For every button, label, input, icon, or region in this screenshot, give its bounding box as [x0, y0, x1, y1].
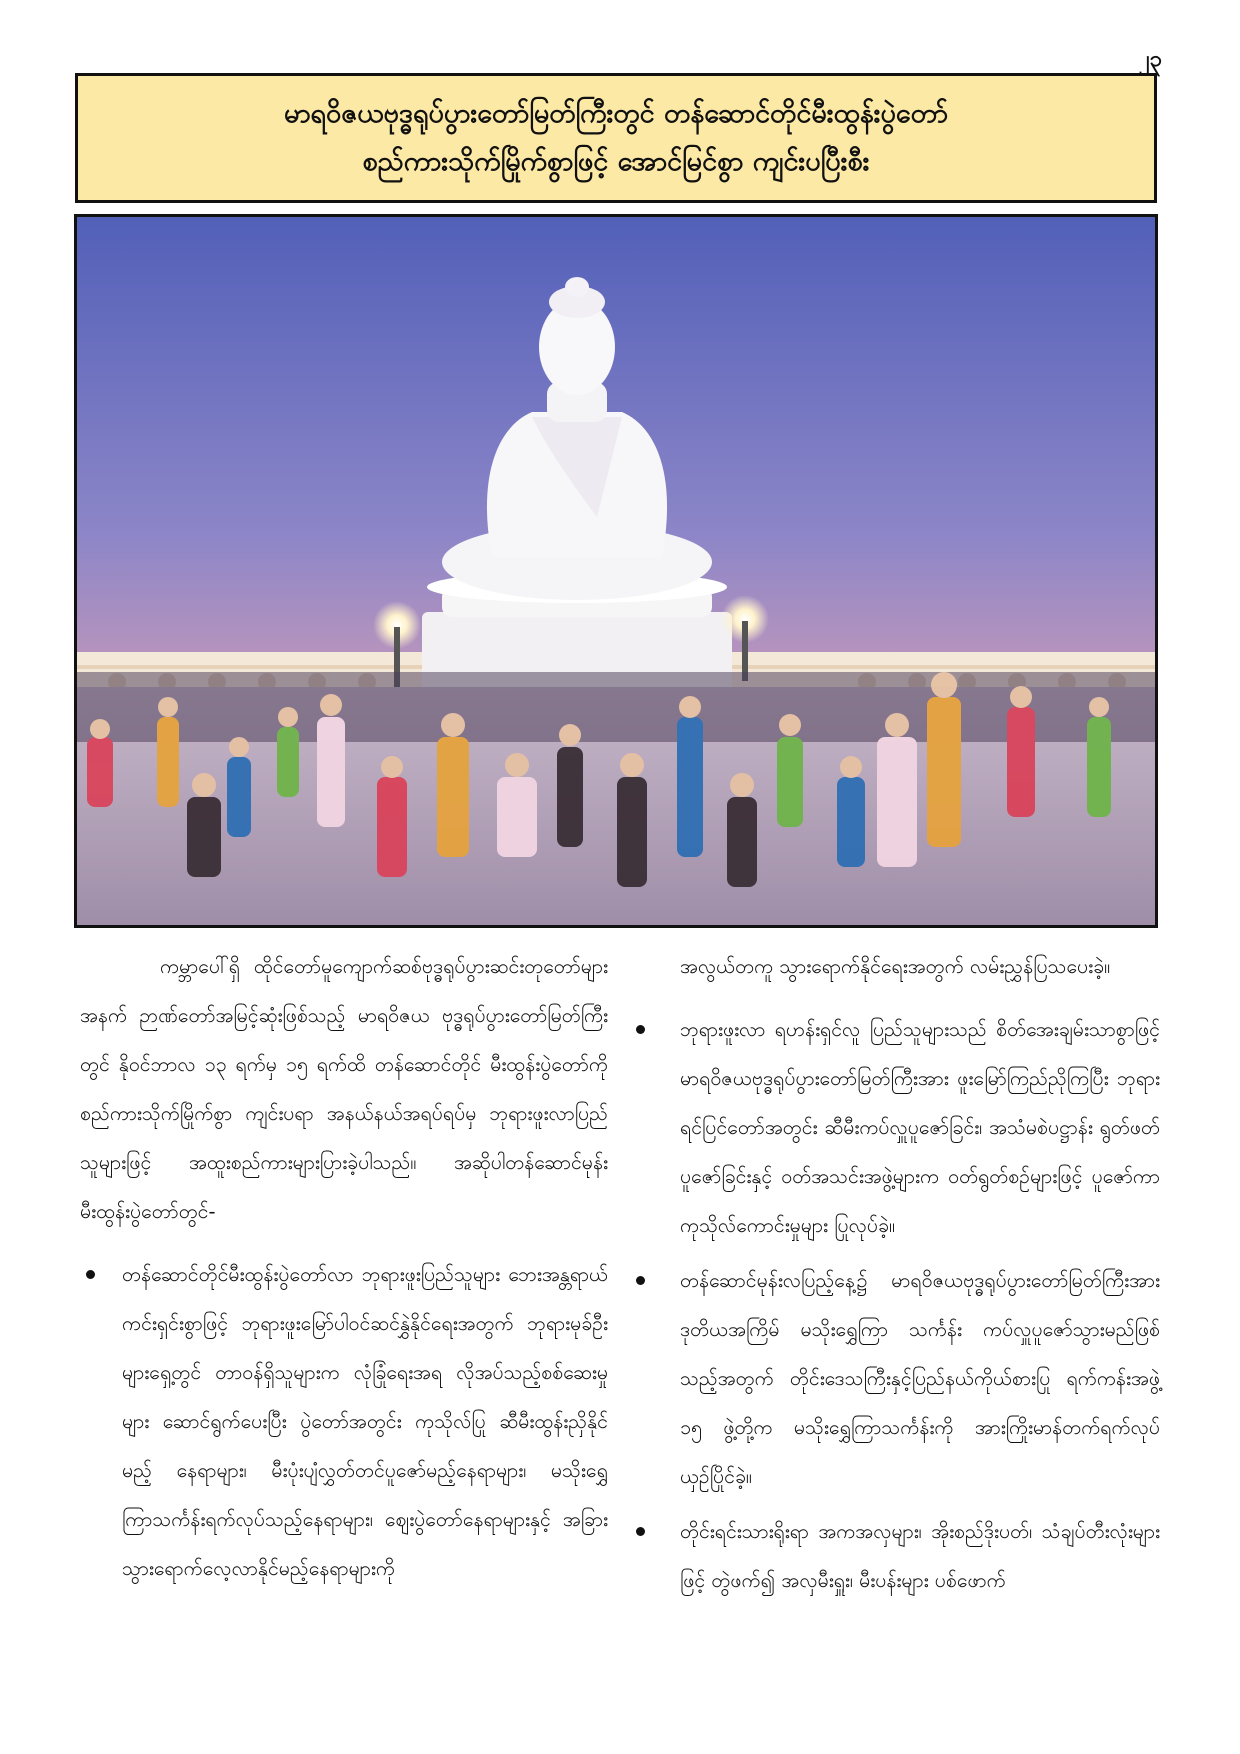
bullet-continuation: အလွယ်တကူ သွားရောက်နိုင်ရေးအတွက် လမ်းညွှန်ပြသပေးခဲ့။ [680, 955, 1110, 978]
bullet-text: တိုင်းရင်းသားရိုးရာ အကအလှများ၊ အိုးစည်ဒိုးပတ်၊ သံချပ်တီးလုံးများဖြင့် တွဲဖက်၍ အလှမီးရှူး၊ မီးပန်းများ ပစ်ဖောက် [680, 1520, 1160, 1592]
bullet-text: ဘုရားဖူးလာ ရဟန်းရှင်လူ ပြည်သူများသည် စိတ်အေးချမ်းသာစွာဖြင့် မာရဝိဇယဗုဒ္ဓရုပ်ပွားတော်မြတ်ကြီးအား ဖူးမြော်ကြည်ညိုကြပြီး ဘုရားရင်ပြင်တော်အတွင်း ဆီမီးကပ်လှူပူဇော်ခြင်း၊ အသံမစဲပဋ္ဌာန်း ရွတ်ဖတ်ပူဇော်ခြင်းနှင့် ဝတ်အသင်းအဖွဲ့များက ဝတ်ရွတ်စဉ်များဖြင့် ပူဇော်ကာ ကုသိုလ်ကောင်းမှုများ ပြုလုပ်ခဲ့။ [680, 1018, 1160, 1237]
bullet-item [630, 1005, 1160, 1250]
headline-box [75, 73, 1157, 203]
intro-paragraph: ကမ္ဘာပေါ်ရှိ ထိုင်တော်မူကျောက်ဆစ်ဗုဒ္ဓရုပ်ပွားဆင်းတုတော်များအနက် ဉာဏ်တော်အမြင့်ဆုံးဖြစ်သည့် မာရဝိဇယ ဗုဒ္ဓရုပ်ပွားတော်မြတ်ကြီးတွင် နိုဝင်ဘာလ ၁၃ ရက်မှ ၁၅ ရက်ထိ တန်ဆောင်တိုင် မီးထွန်းပွဲတော်ကို စည်ကားသိုက်မြိုက်စွာ ကျင်းပရာ အနယ်နယ်အရပ်ရပ်မှ ဘုရားဖူးလာပြည်သူများဖြင့် အထူးစည်ကားများပြားခဲ့ပါသည်။ အဆိုပါတန်ဆောင်မုန်း မီးထွန်းပွဲတော်တွင်- [80, 955, 608, 1223]
page-number: ၂၃ [1138, 47, 1162, 72]
headline-line-1: မာရဝိဇယဗုဒ္ဓရုပ်ပွားတော်မြတ်ကြီးတွင် တန်ဆောင်တိုင်မီးထွန်းပွဲတော် [284, 98, 948, 129]
right-column [630, 942, 1160, 1611]
bullet-text: တန်ဆောင်မုန်းလပြည့်နေ့၌ မာရဝိဇယဗုဒ္ဓရုပ်ပွားတော်မြတ်ကြီးအား ဒုတိယအကြိမ် မသိုးရွှေကြာ သင်္ကန်း ကပ်လှူပူဇော်သွားမည်ဖြစ်သည့်အတွက် တိုင်းဒေသကြီးနှင့်ပြည်နယ်ကိုယ်စားပြု ရက်ကန်းအဖွဲ့ ၁၅ ဖွဲ့တို့က မသိုးရွှေကြာသင်္ကန်းကို အားကြိုးမာန်တက်ရက်လုပ်ယှဉ်ပြိုင်ခဲ့။ [680, 1269, 1160, 1488]
bullet-dot-icon [636, 1527, 645, 1536]
headline-line-2: စည်ကားသိုက်မြိုက်စွာဖြင့် အောင်မြင်စွာ ကျင်းပပြီးစီး [362, 146, 870, 177]
bullet-item [630, 1507, 1160, 1605]
bullet-dot-icon [636, 1025, 645, 1034]
bullet-dot-icon [86, 1270, 95, 1279]
bullet-text: တန်ဆောင်တိုင်မီးထွန်းပွဲတော်လာ ဘုရားဖူးပြည်သူများ ဘေးအန္တရာယ်ကင်းရှင်းစွာဖြင့် ဘုရားဖူးမြော်ပါဝင်ဆင်နွှဲနိုင်ရေးအတွက် ဘုရားမုခ်ဦးများရှေ့တွင် တာဝန်ရှိသူများက လုံခြုံရေးအရ လိုအပ်သည့်စစ်ဆေးမှုများ ဆောင်ရွက်ပေးပြီး ပွဲတော်အတွင်း ကုသိုလ်ပြု ဆီမီးထွန်းညှိနိုင်မည့် နေရာများ၊ မီးပုံးပျံလွှတ်တင်ပူဇော်မည့်နေရာများ၊ မသိုးရွှေကြာသင်္ကန်းရက်လုပ်သည့်နေရာများ၊ ဈေးပွဲတော်နေရာများနှင့် အခြားသွားရောက်လေ့လာနိုင်မည့်နေရာများကို [122, 1263, 608, 1580]
left-column [80, 942, 608, 1599]
right-bullet-list [630, 1005, 1160, 1605]
bullet-item [630, 1256, 1160, 1501]
bullet-dot-icon [636, 1276, 645, 1285]
buddha-statue-photo [74, 214, 1158, 928]
left-bullet-list [80, 1250, 608, 1593]
bullet-item [80, 1250, 608, 1593]
